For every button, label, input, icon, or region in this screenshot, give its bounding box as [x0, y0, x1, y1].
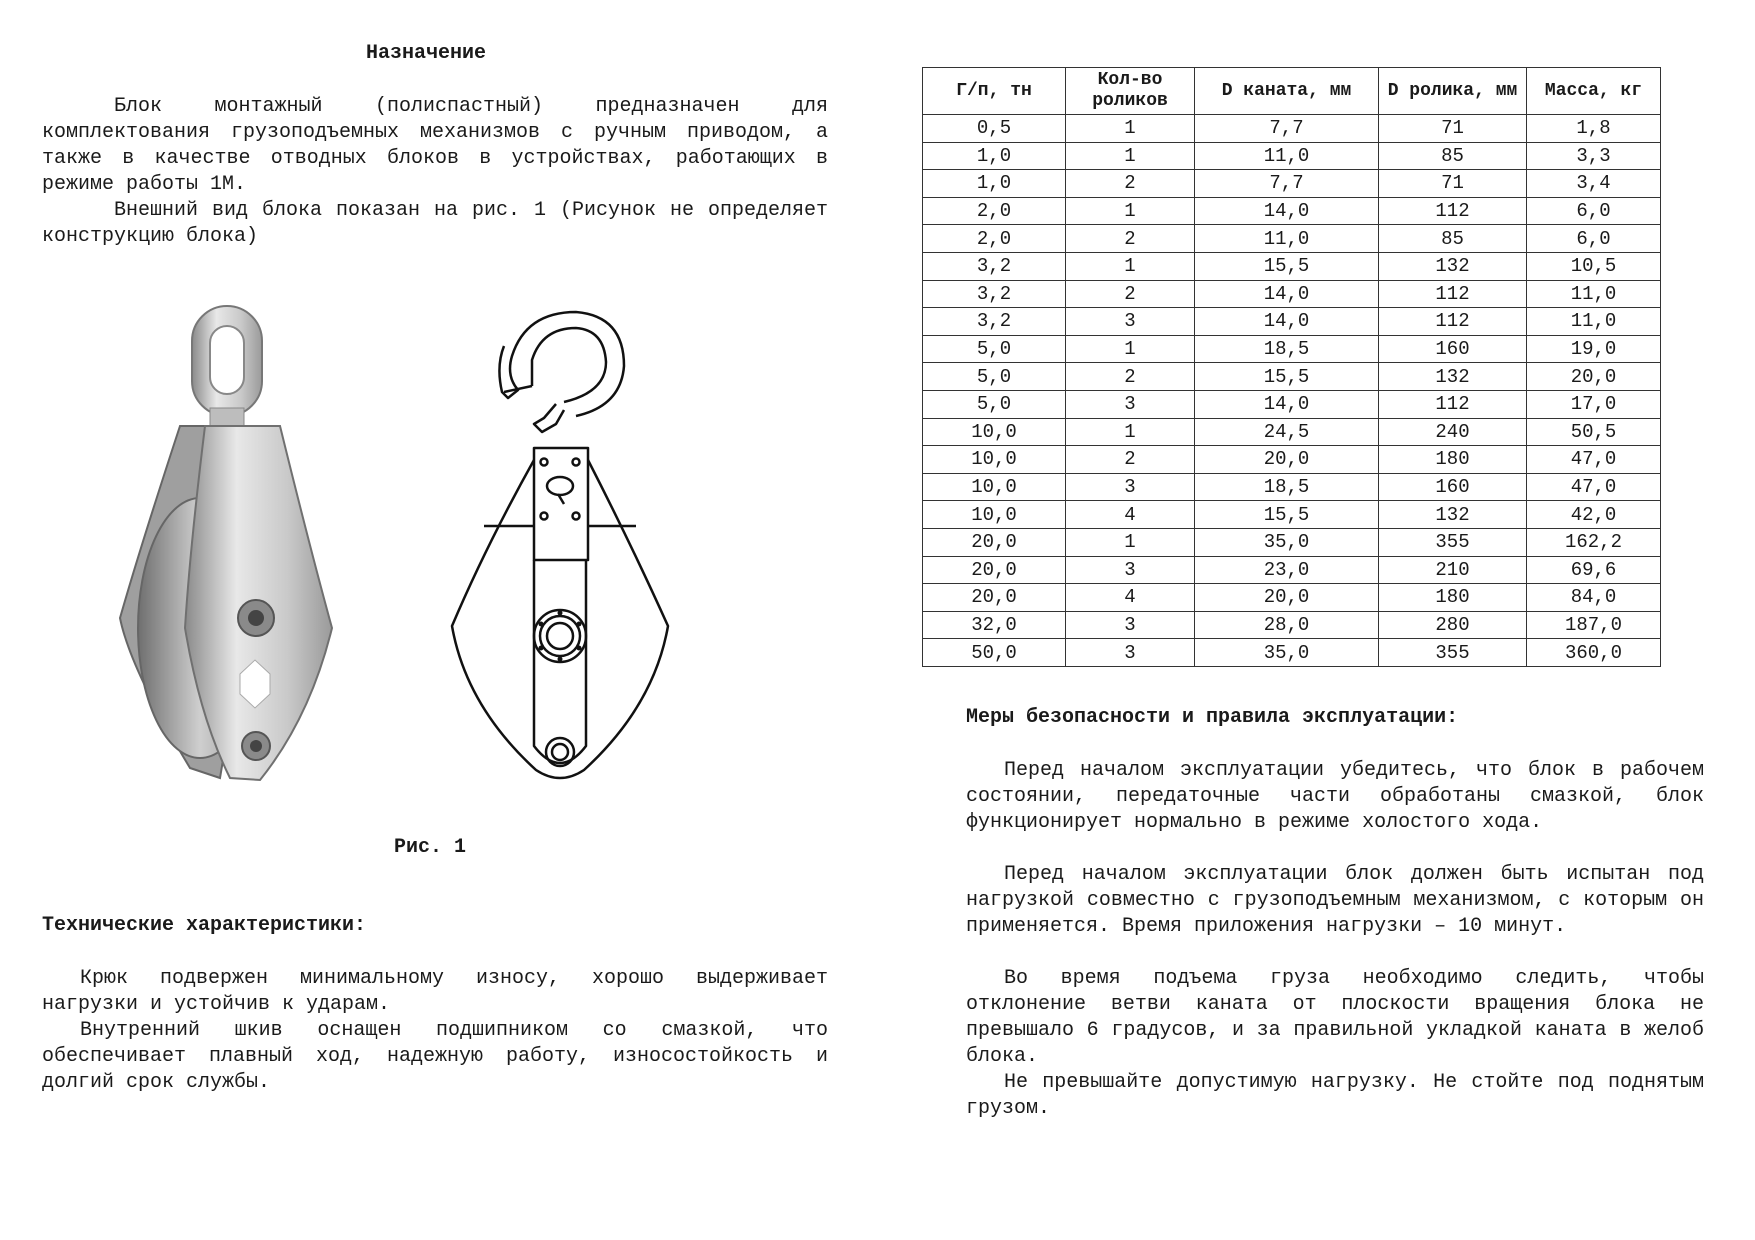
- table-cell: 10,0: [923, 501, 1066, 529]
- table-cell: 5,0: [923, 335, 1066, 363]
- table-cell: 10,0: [923, 418, 1066, 446]
- table-cell: 132: [1379, 252, 1527, 280]
- purpose-paragraph-1: Блок монтажный (полиспастный) предназначен для комплектования грузоподъемных механизмов с ручным приводом, а также в качестве отводных блоков в устройствах, работающих в режиме работы 1М.: [42, 95, 828, 196]
- purpose-paragraph-2: Внешний вид блока показан на рис. 1 (Рисунок не определяет конструкцию блока): [42, 199, 828, 248]
- table-row: [923, 363, 1661, 391]
- table-cell: 0,5: [923, 115, 1066, 143]
- table-cell: 7,7: [1195, 115, 1379, 143]
- table-row: [923, 528, 1661, 556]
- table-cell: 24,5: [1195, 418, 1379, 446]
- safety-heading: Меры безопасности и правила эксплуатации:: [966, 706, 1459, 729]
- table-cell: 1,8: [1527, 115, 1661, 143]
- table-cell: 47,0: [1527, 446, 1661, 474]
- table-cell: 42,0: [1527, 501, 1661, 529]
- table-cell: 2: [1066, 280, 1195, 308]
- table-cell: 4: [1066, 501, 1195, 529]
- table-cell: 6,0: [1527, 197, 1661, 225]
- table-cell: 3,3: [1527, 142, 1661, 170]
- purpose-heading: Назначение: [366, 42, 487, 65]
- table-cell: 11,0: [1527, 280, 1661, 308]
- table-cell: 69,6: [1527, 556, 1661, 584]
- table-cell: 32,0: [923, 611, 1066, 639]
- table-row: [923, 170, 1661, 198]
- table-row: [923, 556, 1661, 584]
- table-row: [923, 252, 1661, 280]
- table-body: [923, 115, 1661, 667]
- table-cell: 35,0: [1195, 639, 1379, 667]
- table-row: [923, 335, 1661, 363]
- table-cell: 360,0: [1527, 639, 1661, 667]
- table-cell: 14,0: [1195, 197, 1379, 225]
- table-cell: 11,0: [1195, 225, 1379, 253]
- table-cell: 23,0: [1195, 556, 1379, 584]
- table-cell: 15,5: [1195, 252, 1379, 280]
- table-cell: 71: [1379, 115, 1527, 143]
- table-row: [923, 639, 1661, 667]
- table-cell: 14,0: [1195, 390, 1379, 418]
- specification-table: [922, 67, 1661, 667]
- table-row: [923, 418, 1661, 446]
- table-cell: 20,0: [1195, 446, 1379, 474]
- table-cell: 28,0: [1195, 611, 1379, 639]
- table-cell: 20,0: [923, 528, 1066, 556]
- table-cell: 71: [1379, 170, 1527, 198]
- table-cell: 14,0: [1195, 308, 1379, 336]
- column-header-rope-diameter: D каната, мм: [1195, 68, 1379, 115]
- table-row: [923, 142, 1661, 170]
- table-cell: 15,5: [1195, 501, 1379, 529]
- table-cell: 355: [1379, 639, 1527, 667]
- table-row: [923, 280, 1661, 308]
- column-header-mass: Масса, кг: [1527, 68, 1661, 115]
- table-cell: 20,0: [1527, 363, 1661, 391]
- table-cell: 85: [1379, 225, 1527, 253]
- table-header-row: [923, 68, 1661, 115]
- table-cell: 2: [1066, 446, 1195, 474]
- table-cell: 1: [1066, 252, 1195, 280]
- table-row: [923, 446, 1661, 474]
- table-row: [923, 308, 1661, 336]
- table-row: [923, 225, 1661, 253]
- pulley-block-photo: [110, 298, 350, 790]
- table-cell: 162,2: [1527, 528, 1661, 556]
- table-cell: 160: [1379, 335, 1527, 363]
- table-row: [923, 197, 1661, 225]
- table-cell: 112: [1379, 308, 1527, 336]
- table-cell: 10,0: [923, 446, 1066, 474]
- table-cell: 112: [1379, 280, 1527, 308]
- table-cell: 1: [1066, 528, 1195, 556]
- table-cell: 1: [1066, 335, 1195, 363]
- table-cell: 2: [1066, 170, 1195, 198]
- table-cell: 3: [1066, 308, 1195, 336]
- safety-paragraph-4: Не превышайте допустимую нагрузку. Не стойте под поднятым грузом.: [966, 1071, 1704, 1120]
- table-cell: 7,7: [1195, 170, 1379, 198]
- table-cell: 180: [1379, 446, 1527, 474]
- specs-paragraph-1: Крюк подвержен минимальному износу, хорошо выдерживает нагрузки и устойчив к ударам.: [42, 967, 828, 1016]
- table-cell: 47,0: [1527, 473, 1661, 501]
- figure-caption: Рис. 1: [394, 836, 467, 859]
- table-cell: 132: [1379, 363, 1527, 391]
- hook-pulley-drawing: [446, 306, 686, 786]
- safety-paragraph-3: Во время подъема груза необходимо следить, чтобы отклонение ветви каната от плоскости вращения блока не превышало 6 градусов, и за правильной укладкой каната в желоб блока.: [966, 967, 1704, 1068]
- table-cell: 187,0: [1527, 611, 1661, 639]
- table-cell: 240: [1379, 418, 1527, 446]
- table-cell: 3: [1066, 556, 1195, 584]
- table-cell: 355: [1379, 528, 1527, 556]
- specs-heading: Технические характеристики:: [42, 914, 367, 937]
- table-cell: 18,5: [1195, 473, 1379, 501]
- table-cell: 2,0: [923, 197, 1066, 225]
- table-cell: 50,5: [1527, 418, 1661, 446]
- table-row: [923, 390, 1661, 418]
- table-cell: 20,0: [923, 584, 1066, 612]
- table-cell: 1: [1066, 418, 1195, 446]
- table-cell: 160: [1379, 473, 1527, 501]
- table-row: [923, 473, 1661, 501]
- table-cell: 20,0: [923, 556, 1066, 584]
- table-cell: 1,0: [923, 170, 1066, 198]
- table-row: [923, 611, 1661, 639]
- table-cell: 180: [1379, 584, 1527, 612]
- column-header-sheave-diameter: D ролика, мм: [1379, 68, 1527, 115]
- table-cell: 1,0: [923, 142, 1066, 170]
- table-cell: 2,0: [923, 225, 1066, 253]
- table-cell: 14,0: [1195, 280, 1379, 308]
- table-cell: 6,0: [1527, 225, 1661, 253]
- table-cell: 3: [1066, 390, 1195, 418]
- table-cell: 18,5: [1195, 335, 1379, 363]
- table-cell: 2: [1066, 225, 1195, 253]
- safety-paragraph-2: Перед началом эксплуатации блок должен быть испытан под нагрузкой совместно с грузоподъемным механизмом, с которым он применяется. Время приложения нагрузки – 10 минут.: [966, 863, 1704, 938]
- table-cell: 50,0: [923, 639, 1066, 667]
- table-cell: 5,0: [923, 363, 1066, 391]
- table-cell: 85: [1379, 142, 1527, 170]
- column-header-sheaves: Кол-во роликов: [1066, 68, 1195, 115]
- table-cell: 1: [1066, 115, 1195, 143]
- table-cell: 112: [1379, 390, 1527, 418]
- table-cell: 3: [1066, 611, 1195, 639]
- table-cell: 2: [1066, 363, 1195, 391]
- safety-paragraph-1: Перед началом эксплуатации убедитесь, что блок в рабочем состоянии, передаточные части обработаны смазкой, блок функционирует нормально в режиме холостого хода.: [966, 759, 1704, 834]
- specs-paragraph-2: Внутренний шкив оснащен подшипником со смазкой, что обеспечивает плавный ход, надежную работу, износостойкость и долгий срок службы.: [42, 1019, 828, 1094]
- table-cell: 280: [1379, 611, 1527, 639]
- table-cell: 15,5: [1195, 363, 1379, 391]
- table-cell: 210: [1379, 556, 1527, 584]
- table-cell: 112: [1379, 197, 1527, 225]
- table-row: [923, 115, 1661, 143]
- table-cell: 3,2: [923, 252, 1066, 280]
- table-row: [923, 584, 1661, 612]
- table-cell: 1: [1066, 197, 1195, 225]
- table-cell: 4: [1066, 584, 1195, 612]
- table-cell: 20,0: [1195, 584, 1379, 612]
- table-cell: 19,0: [1527, 335, 1661, 363]
- table-cell: 3: [1066, 639, 1195, 667]
- table-cell: 3,4: [1527, 170, 1661, 198]
- table-cell: 35,0: [1195, 528, 1379, 556]
- table-cell: 5,0: [923, 390, 1066, 418]
- table-cell: 3: [1066, 473, 1195, 501]
- table-cell: 1: [1066, 142, 1195, 170]
- table-cell: 11,0: [1195, 142, 1379, 170]
- column-header-capacity: Г/п, тн: [923, 68, 1066, 115]
- table-cell: 17,0: [1527, 390, 1661, 418]
- table-cell: 132: [1379, 501, 1527, 529]
- table-cell: 84,0: [1527, 584, 1661, 612]
- table-row: [923, 501, 1661, 529]
- table-cell: 11,0: [1527, 308, 1661, 336]
- table-cell: 3,2: [923, 280, 1066, 308]
- table-cell: 10,5: [1527, 252, 1661, 280]
- table-cell: 3,2: [923, 308, 1066, 336]
- table-cell: 10,0: [923, 473, 1066, 501]
